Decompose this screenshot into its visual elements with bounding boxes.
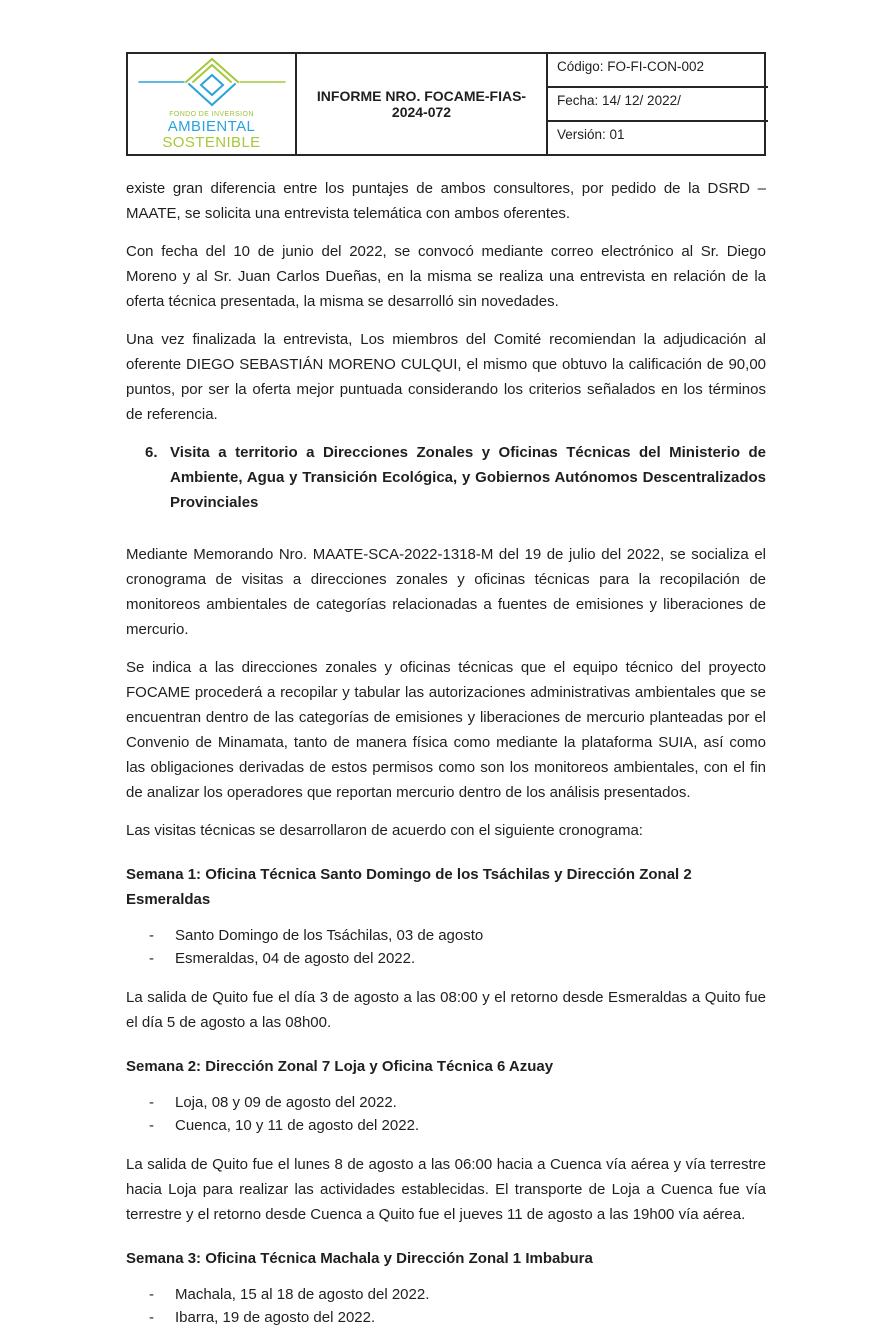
dash-bullet: - <box>149 927 154 944</box>
section-6-heading <box>126 440 766 515</box>
week3-item-2: Ibarra, 19 de agosto del 2022. <box>175 1309 376 1326</box>
list-item <box>126 1283 766 1306</box>
dash-bullet: - <box>149 1094 154 1111</box>
week3-item-1: Machala, 15 al 18 de agosto del 2022. <box>175 1286 430 1303</box>
document-body <box>126 176 766 1329</box>
dash-bullet: - <box>149 950 154 967</box>
section-6-title: Visita a territorio a Direcciones Zonales y Oficinas Técnicas del Ministerio de Ambiente, Agua y Transición Ecológica, y Gobiernos Autónomos Descentralizados Provinciales <box>170 444 766 511</box>
paragraph-convocatoria-correo: Con fecha del 10 de junio del 2022, se convocó mediante correo electrónico al Sr. Diego Moreno y al Sr. Juan Carlos Dueñas, en la misma se realiza una entrevista en relación de la oferta técnica presentada, la misma se desarrolló sin novedades. <box>126 243 766 310</box>
dash-bullet: - <box>149 1309 154 1326</box>
list-item <box>126 1306 766 1329</box>
paragraph-recopilacion: Se indica a las direcciones zonales y oficinas técnicas que el equipo técnico del proyecto FOCAME procederá a recopilar y tabular las autorizaciones administrativas ambientales que se encuentran dentro de las categorías de emisiones y liberaciones de mercurio planteadas por el Convenio de Minamata, tanto de manera física como mediante la plataforma SUIA, así como las obligaciones derivadas de estos permisos como son los monitoreos ambientales, con el fin de analizar los operadores que reportan mercurio dentro de los análisis presentados. <box>126 659 766 801</box>
document-meta <box>546 54 768 154</box>
report-title: INFORME NRO. FOCAME-FIAS-2024-072 <box>295 54 546 154</box>
logo-text-line2: AMBIENTAL <box>167 118 256 135</box>
dash-bullet: - <box>149 1117 154 1134</box>
document-header-table <box>126 52 766 156</box>
list-item <box>126 947 766 970</box>
week2-item-2: Cuenca, 10 y 11 de agosto del 2022. <box>175 1117 420 1134</box>
list-item <box>126 924 766 947</box>
meta-fecha: Fecha: 14/ 12/ 2022/ <box>548 88 768 122</box>
meta-version: Versión: 01 <box>557 127 625 142</box>
fias-logo <box>128 54 295 154</box>
logo-text-line1: FONDO DE INVERSION <box>169 111 254 118</box>
paragraph-memorando: Mediante Memorando Nro. MAATE-SCA-2022-1318-M del 19 de julio del 2022, se socializa el cronograma de visitas a direcciones zonales y oficinas técnicas para la recopilación de monitoreos ambientales de categorías relacionadas a fuentes de emisiones y liberaciones de mercurio. <box>126 546 766 638</box>
list-item <box>126 1114 766 1137</box>
paragraph-cronograma-intro: Las visitas técnicas se desarrollaron de acuerdo con el siguiente cronograma: <box>126 822 643 839</box>
logo-text-line3: SOSTENIBLE <box>162 134 261 151</box>
week2-note: La salida de Quito fue el lunes 8 de agosto a las 06:00 hacia a Cuenca vía aérea y vía terrestre hacia Loja para realizar las actividades establecidas. El transporte de Loja a Cuenca fue vía terrestre y el retorno desde Cuenca a Quito fue el jueves 11 de agosto a las 19h00 vía aérea. <box>126 1156 766 1223</box>
week3-heading: Semana 3: Oficina Técnica Machala y Dirección Zonal 1 Imbabura <box>126 1250 593 1267</box>
week1-item-1: Santo Domingo de los Tsáchilas, 03 de agosto <box>175 927 484 944</box>
week1-list <box>126 924 766 970</box>
week1-heading: Semana 1: Oficina Técnica Santo Domingo de los Tsáchilas y Dirección Zonal 2 Esmeraldas <box>126 866 692 908</box>
document-content <box>126 52 766 1344</box>
meta-codigo: Código: FO-FI-CON-002 <box>548 54 768 88</box>
paragraph-entrevista-oferentes: existe gran diferencia entre los puntajes de ambos consultores, por pedido de la DSRD – MAATE, se solicita una entrevista telemática con ambos oferentes. <box>126 180 766 222</box>
week2-list <box>126 1091 766 1137</box>
section-6-number: 6. <box>145 444 158 461</box>
dash-bullet: - <box>149 1286 154 1303</box>
diamond-logo-icon <box>137 57 287 109</box>
list-item <box>126 1091 766 1114</box>
paragraph-adjudicacion: Una vez finalizada la entrevista, Los miembros del Comité recomiendan la adjudicación al oferente DIEGO SEBASTIÁN MORENO CULQUI, el mismo que obtuvo la calificación de 90,00 puntos, por ser la oferta mejor puntuada considerando los criterios señalados en los términos de referencia. <box>126 331 766 423</box>
week3-list <box>126 1283 766 1329</box>
week1-item-2: Esmeraldas, 04 de agosto del 2022. <box>175 950 416 967</box>
week1-note: La salida de Quito fue el día 3 de agosto a las 08:00 y el retorno desde Esmeraldas a Quito fue el día 5 de agosto a las 08h00. <box>126 989 766 1031</box>
week2-heading: Semana 2: Dirección Zonal 7 Loja y Oficina Técnica 6 Azuay <box>126 1058 554 1075</box>
week2-item-1: Loja, 08 y 09 de agosto del 2022. <box>175 1094 397 1111</box>
